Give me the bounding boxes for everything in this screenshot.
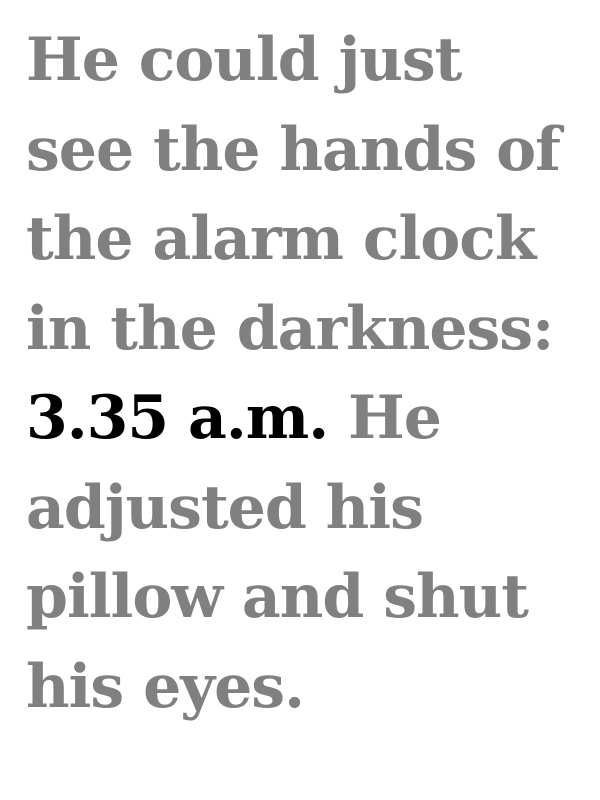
passage-line [26, 374, 586, 464]
passage-line: see the hands of [26, 114, 560, 185]
quote-passage [26, 16, 586, 732]
passage-line: He could just [26, 25, 462, 95]
highlighted-time: 3.35 a.m. [26, 383, 329, 453]
passage-line: in the darkness: [26, 293, 554, 364]
passage-line: the alarm clock [26, 204, 536, 274]
passage-line: his eyes. [26, 651, 304, 722]
passage-line: adjusted his [26, 472, 423, 543]
passage-line-rest: He [328, 383, 441, 453]
passage-line: pillow and shut [26, 562, 528, 632]
